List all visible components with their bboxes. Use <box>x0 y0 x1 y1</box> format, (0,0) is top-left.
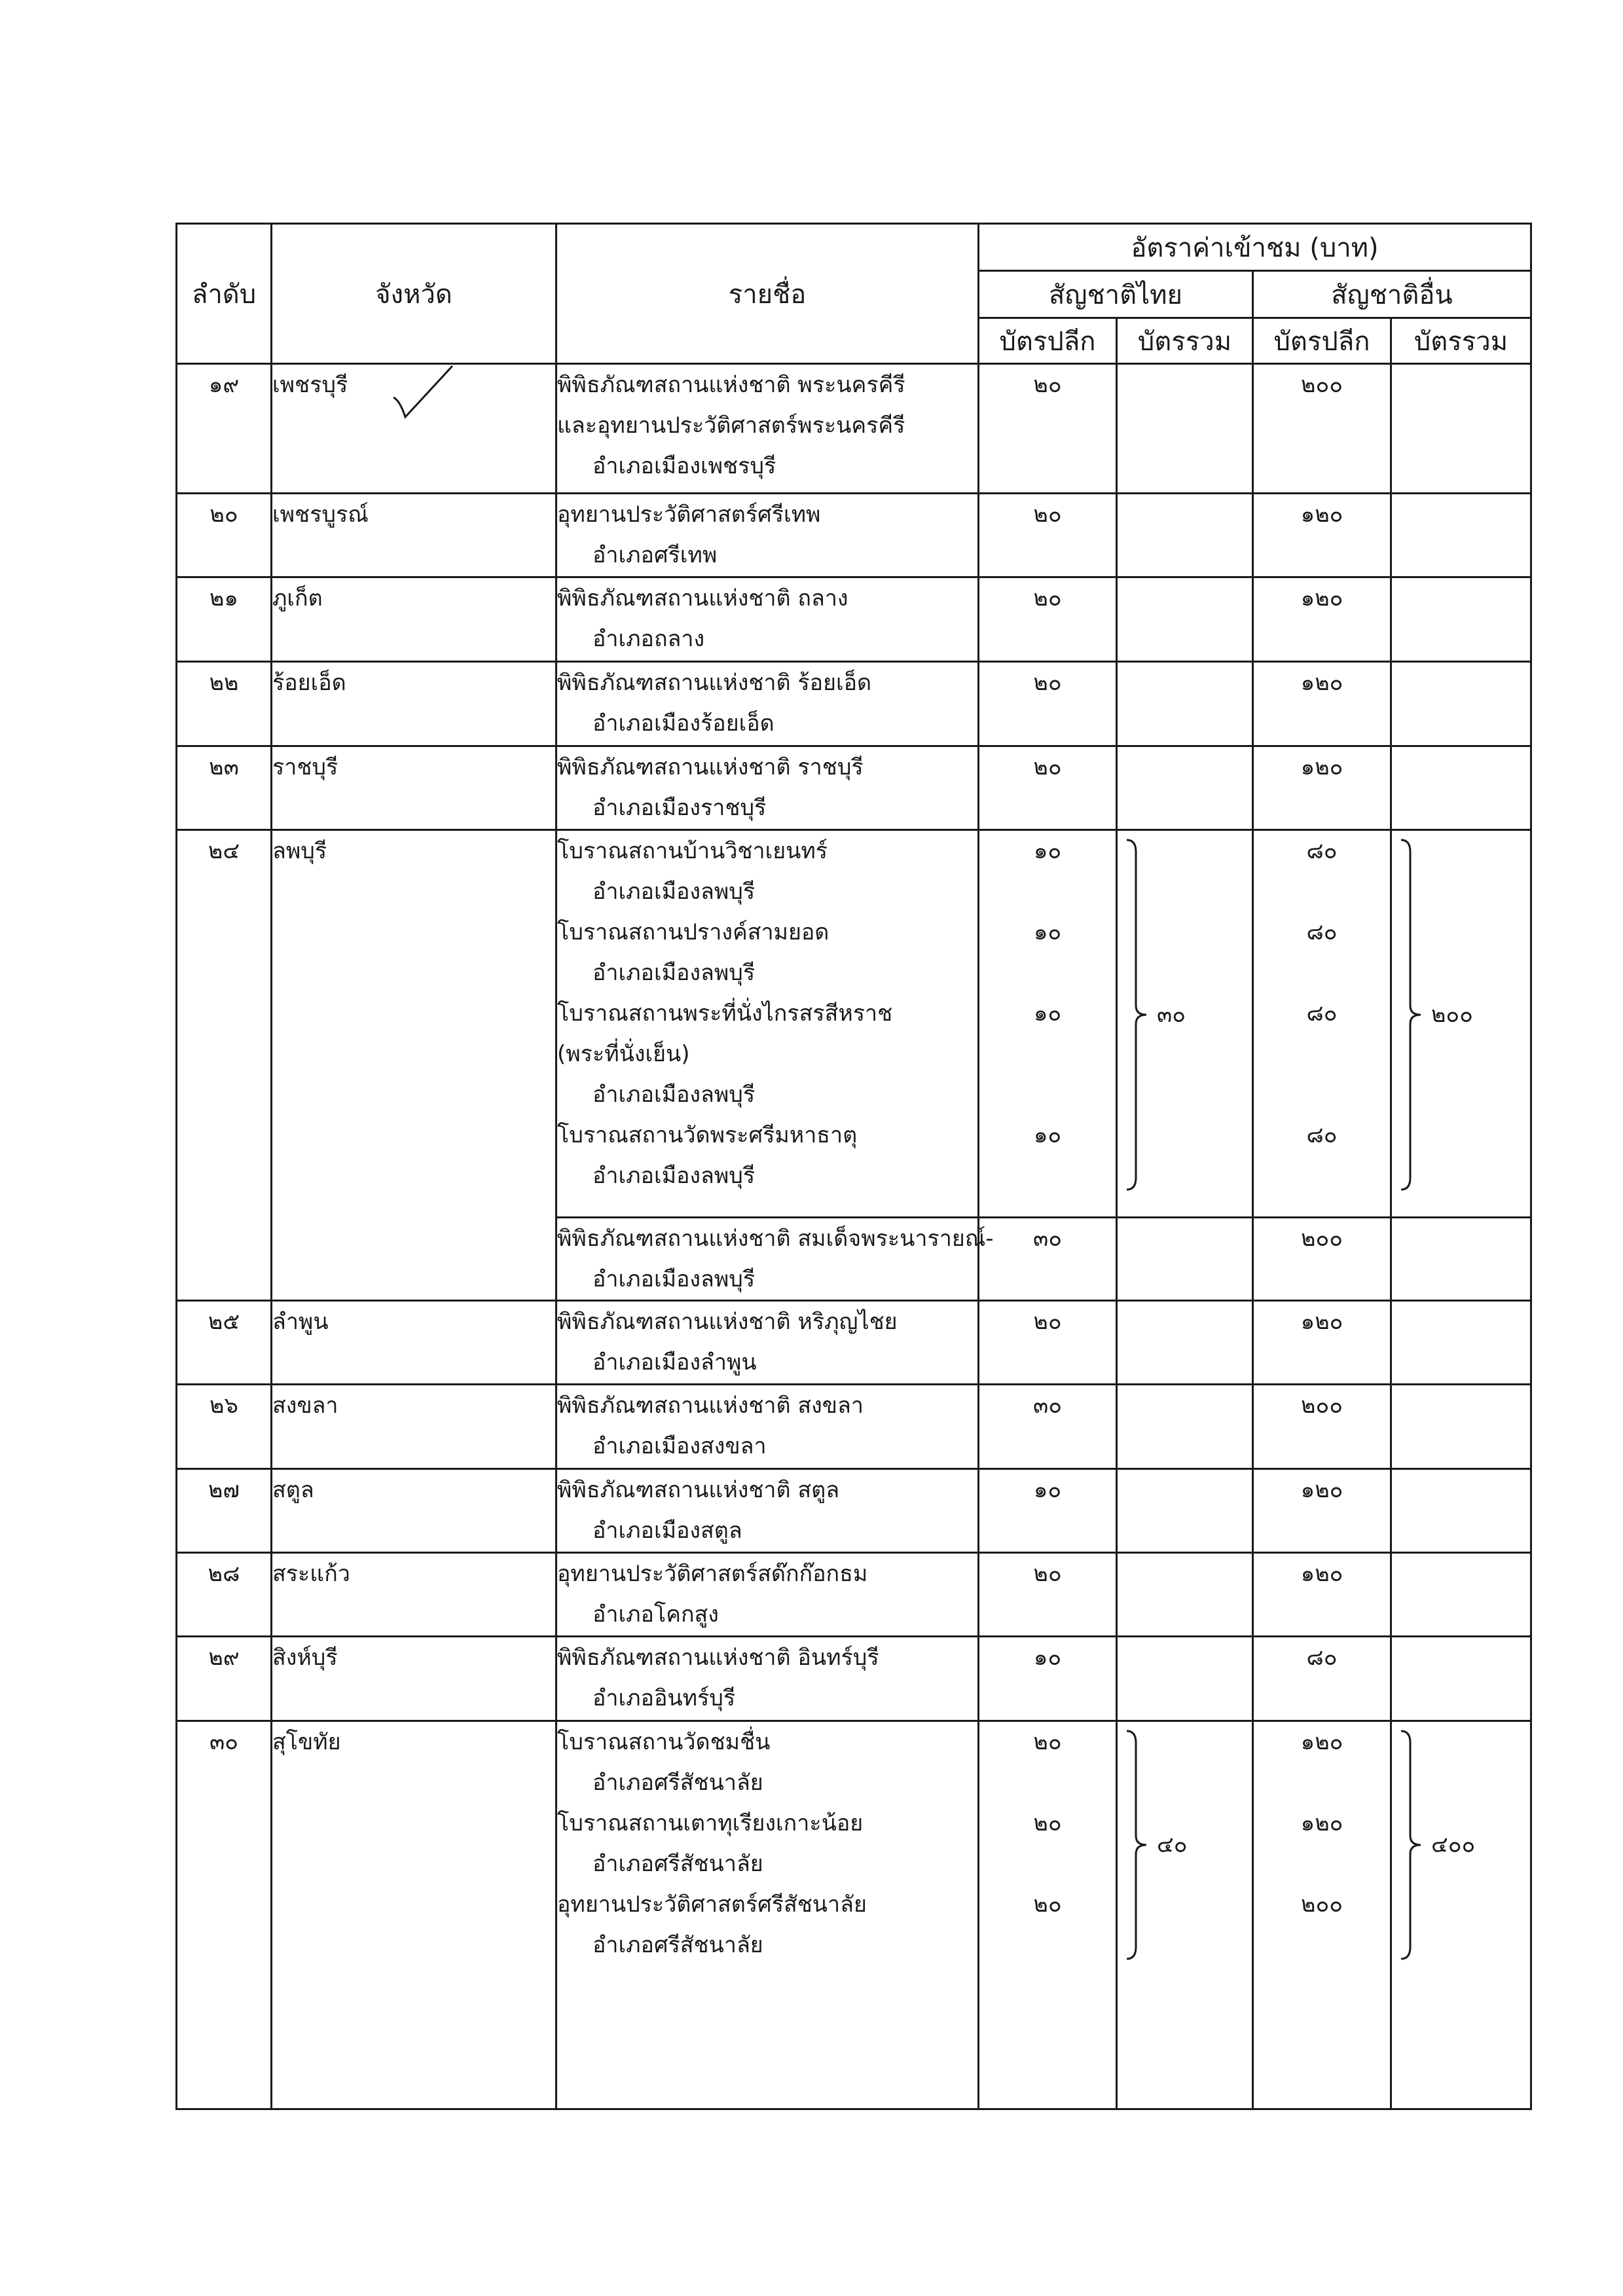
foreign-single-fee: ๒๐๐ <box>1301 1891 1343 1918</box>
thai-single-fee: ๒๐ <box>1033 372 1062 398</box>
thai-single-fee: ๒๐ <box>1033 1810 1062 1836</box>
spacer <box>979 1678 1116 1719</box>
brace-icon <box>1124 1730 1150 1960</box>
row-thai-combined <box>1117 1218 1253 1301</box>
header-province: จังหวัด <box>272 224 556 364</box>
row-site-names <box>556 494 979 577</box>
thai-single-fee: ๑๐ <box>1033 1000 1062 1027</box>
combined-fee: ๔๐๐ <box>1431 1832 1476 1858</box>
row-thai-combined <box>1117 662 1253 746</box>
row-site-names <box>556 1637 979 1721</box>
thai-single-fee: ๓๐ <box>1033 1226 1062 1252</box>
row-foreign-single <box>1253 1385 1391 1469</box>
combined-fee: ๔๐ <box>1157 1832 1188 1858</box>
header-foreign-single: บัตรปลีก <box>1253 318 1391 364</box>
row-foreign-single <box>1253 1637 1391 1721</box>
spacer <box>1254 1844 1390 1884</box>
row-foreign-combined <box>1391 1385 1531 1469</box>
spacer <box>1254 1925 1390 1965</box>
site-name-line: อำเภอเมืองลำพูน <box>593 1349 757 1376</box>
row-site-names <box>556 662 979 746</box>
row-foreign-combined <box>1391 1637 1531 1721</box>
foreign-single-fee: ๑๒๐ <box>1300 1477 1343 1503</box>
spacer <box>1254 703 1390 744</box>
row-site-names <box>556 1469 979 1553</box>
row-thai-combined <box>1117 364 1253 494</box>
row-province: เพชรบูรณ์ <box>272 494 556 577</box>
site-name-line: อำเภอศรีเทพ <box>593 542 718 568</box>
site-name-line: พิพิธภัณฑสถานแห่งชาติ ร้อยเอ็ด <box>557 670 872 696</box>
row-seq: ๒๑ <box>177 577 272 662</box>
foreign-single-fee: ๑๒๐ <box>1300 1561 1343 1587</box>
foreign-single-fee: ๘๐ <box>1306 1000 1338 1027</box>
row-seq: ๑๙ <box>177 364 272 494</box>
table-row <box>177 662 1531 746</box>
spacer <box>1254 1762 1390 1803</box>
row-foreign-combined <box>1391 830 1531 1218</box>
table-row <box>177 746 1531 830</box>
table-row <box>177 830 1531 1218</box>
table-row <box>177 494 1531 577</box>
brace-icon <box>1124 839 1150 1191</box>
row-foreign-single <box>1253 1469 1391 1553</box>
row-foreign-single <box>1253 1553 1391 1637</box>
table-row <box>177 1469 1531 1553</box>
spacer <box>1254 1034 1390 1074</box>
site-name-line: โบราณสถานพระที่นั่งไกรสรสีหราช <box>557 1000 893 1027</box>
site-name-line: โบราณสถานบ้านวิชาเยนทร์ <box>557 838 828 864</box>
header-fee-group: อัตราค่าเข้าชม (บาท) <box>979 224 1531 271</box>
thai-single-fee: ๒๐ <box>1033 1309 1062 1335</box>
row-thai-single <box>979 1218 1117 1301</box>
row-seq: ๒๐ <box>177 494 272 577</box>
spacer <box>979 953 1116 993</box>
row-site-names <box>556 1721 979 2109</box>
row-thai-combined <box>1117 494 1253 577</box>
row-site-names <box>556 746 979 830</box>
row-thai-single <box>979 494 1117 577</box>
row-province: สุโขทัย <box>272 1721 556 2109</box>
site-name-line: อำเภอเมืองเพชรบุรี <box>593 453 776 479</box>
spacer <box>979 535 1116 575</box>
foreign-single-fee: ๒๐๐ <box>1301 1226 1343 1252</box>
header-thai-combined: บัตรรวม <box>1117 318 1253 364</box>
site-name-line: (พระที่นั่งเย็น) <box>557 1041 690 1067</box>
foreign-single-fee: ๘๐ <box>1306 1122 1338 1148</box>
thai-single-fee: ๒๐ <box>1033 670 1062 696</box>
row-province: ราชบุรี <box>272 746 556 830</box>
combined-fee: ๒๐๐ <box>1431 1002 1473 1028</box>
site-name-line: อำเภอศรีสัชนาลัย <box>593 1851 763 1877</box>
row-foreign-single <box>1253 577 1391 662</box>
row-site-names <box>556 830 979 1218</box>
row-site-names <box>556 1553 979 1637</box>
site-name-line: อำเภอเมืองสตูล <box>593 1518 742 1544</box>
table-row <box>177 364 1531 494</box>
site-name-line: พิพิธภัณฑสถานแห่งชาติ สตูล <box>557 1477 840 1503</box>
row-thai-combined <box>1117 1469 1253 1553</box>
spacer <box>1254 1074 1390 1115</box>
row-thai-single <box>979 1553 1117 1637</box>
spacer <box>979 1426 1116 1467</box>
thai-single-fee: ๑๐ <box>1033 1122 1062 1148</box>
spacer <box>979 1925 1116 1965</box>
site-name-line: พิพิธภัณฑสถานแห่งชาติ พระนครคีรี <box>557 372 905 398</box>
table-row <box>177 1385 1531 1469</box>
spacer <box>1254 535 1390 575</box>
row-foreign-combined <box>1391 746 1531 830</box>
site-name-line: พิพิธภัณฑสถานแห่งชาติ สมเด็จพระนารายณ์- <box>557 1226 994 1252</box>
row-site-names <box>556 1301 979 1385</box>
site-name-line: อำเภอเมืองลพบุรี <box>593 1266 756 1292</box>
row-seq: ๓๐ <box>177 1721 272 2109</box>
row-foreign-single <box>1253 364 1391 494</box>
site-name-line: อำเภอถลาง <box>593 626 705 652</box>
row-foreign-single <box>1253 746 1391 830</box>
brace-icon <box>1398 839 1425 1191</box>
spacer <box>1254 446 1390 486</box>
row-province: ภูเก็ต <box>272 577 556 662</box>
thai-single-fee: ๒๐ <box>1033 1891 1062 1918</box>
foreign-single-fee: ๒๐๐ <box>1301 1393 1343 1419</box>
site-name-line: พิพิธภัณฑสถานแห่งชาติ สงขลา <box>557 1393 864 1419</box>
table-row <box>177 1721 1531 2109</box>
header-seq: ลำดับ <box>177 224 272 364</box>
row-thai-combined <box>1117 1721 1253 2109</box>
row-thai-single <box>979 364 1117 494</box>
check-mark-icon <box>387 365 459 424</box>
row-thai-combined <box>1117 577 1253 662</box>
row-province: สตูล <box>272 1469 556 1553</box>
foreign-single-fee: ๑๒๐ <box>1300 1309 1343 1335</box>
foreign-single-fee: ๑๒๐ <box>1300 670 1343 696</box>
site-name-line: อำเภอเมืองลพบุรี <box>593 879 756 905</box>
row-province: ลพบุรี <box>272 830 556 1301</box>
header-thai: สัญชาติไทย <box>979 271 1253 318</box>
spacer <box>979 788 1116 828</box>
thai-single-fee: ๑๐ <box>1033 1645 1062 1671</box>
row-thai-combined <box>1117 1301 1253 1385</box>
row-province: สระแก้ว <box>272 1553 556 1637</box>
row-thai-combined <box>1117 1385 1253 1469</box>
spacer <box>979 1594 1116 1635</box>
thai-single-fee: ๑๐ <box>1033 919 1062 945</box>
site-name-line: อุทยานประวัติศาสตร์สด๊กก๊อกธม <box>557 1561 868 1587</box>
combined-fee: ๓๐ <box>1157 1002 1186 1028</box>
brace-icon <box>1398 1730 1425 1960</box>
row-foreign-combined <box>1391 1469 1531 1553</box>
site-name-line: โบราณสถานปรางค์สามยอด <box>557 919 830 945</box>
table-row <box>177 1553 1531 1637</box>
thai-single-fee: ๒๐ <box>1033 585 1062 611</box>
site-name-line: อำเภอเมืองสงขลา <box>593 1433 767 1459</box>
site-name-line: พิพิธภัณฑสถานแห่งชาติ หริภุญไชย <box>557 1309 898 1335</box>
row-foreign-combined <box>1391 1218 1531 1301</box>
thai-single-fee: ๒๐ <box>1033 501 1062 528</box>
thai-single-fee: ๒๐ <box>1033 1729 1062 1755</box>
site-name-line: อำเภอเมืองลพบุรี <box>593 1163 756 1189</box>
table-body <box>177 364 1531 2109</box>
admission-fee-table <box>175 223 1532 2110</box>
spacer <box>1254 405 1390 446</box>
site-name-line: อำเภอเมืองลพบุรี <box>593 960 756 986</box>
row-foreign-combined <box>1391 662 1531 746</box>
foreign-single-fee: ๘๐ <box>1306 1645 1338 1671</box>
spacer <box>1254 788 1390 828</box>
row-thai-combined <box>1117 1553 1253 1637</box>
site-name-line: อำเภอเมืองราชบุรี <box>593 795 767 821</box>
row-foreign-combined <box>1391 1553 1531 1637</box>
header-foreign-combined: บัตรรวม <box>1391 318 1531 364</box>
site-name-line: อำเภออินทร์บุรี <box>593 1685 736 1711</box>
row-foreign-combined <box>1391 1301 1531 1385</box>
row-thai-single <box>979 1721 1117 2109</box>
spacer <box>1254 953 1390 993</box>
site-name-line: พิพิธภัณฑสถานแห่งชาติ อินทร์บุรี <box>557 1645 879 1671</box>
row-seq: ๒๙ <box>177 1637 272 1721</box>
row-thai-combined <box>1117 1637 1253 1721</box>
row-site-names <box>556 1385 979 1469</box>
row-foreign-combined <box>1391 494 1531 577</box>
spacer <box>1254 619 1390 659</box>
site-name-line: โบราณสถานวัดชมชื่น <box>557 1729 771 1755</box>
header-name: รายชื่อ <box>556 224 979 364</box>
thai-single-fee: ๒๐ <box>1033 1561 1062 1587</box>
spacer <box>1254 1426 1390 1467</box>
foreign-single-fee: ๑๒๐ <box>1300 585 1343 611</box>
foreign-single-fee: ๒๐๐ <box>1301 372 1343 398</box>
row-foreign-single <box>1253 662 1391 746</box>
row-foreign-combined <box>1391 577 1531 662</box>
row-province: สงขลา <box>272 1385 556 1469</box>
foreign-single-fee: ๘๐ <box>1306 919 1338 945</box>
site-name-line: พิพิธภัณฑสถานแห่งชาติ ราชบุรี <box>557 754 864 780</box>
spacer <box>1254 1156 1390 1196</box>
spacer <box>979 1156 1116 1196</box>
site-name-line: อำเภอศรีสัชนาลัย <box>593 1770 763 1796</box>
site-name-line: อุทยานประวัติศาสตร์ศรีเทพ <box>557 501 821 528</box>
foreign-single-fee: ๑๒๐ <box>1300 754 1343 780</box>
table-row <box>177 577 1531 662</box>
foreign-single-fee: ๑๒๐ <box>1300 1810 1343 1836</box>
site-name-line: และอุทยานประวัติศาสตร์พระนครคีรี <box>557 412 905 439</box>
spacer <box>979 1074 1116 1115</box>
foreign-single-fee: ๑๒๐ <box>1300 501 1343 528</box>
row-foreign-single <box>1253 1218 1391 1301</box>
thai-single-fee: ๑๐ <box>1033 838 1062 864</box>
row-foreign-single <box>1253 830 1391 1218</box>
row-seq: ๒๕ <box>177 1301 272 1385</box>
foreign-single-fee: ๘๐ <box>1306 838 1338 864</box>
spacer <box>979 1844 1116 1884</box>
site-name-line: อำเภอเมืองร้อยเอ็ด <box>593 710 775 737</box>
row-province: เพชรบุรี <box>272 364 556 494</box>
row-thai-single <box>979 1301 1117 1385</box>
row-thai-single <box>979 1385 1117 1469</box>
row-site-names <box>556 364 979 494</box>
spacer <box>979 1762 1116 1803</box>
row-province: ร้อยเอ็ด <box>272 662 556 746</box>
row-foreign-combined <box>1391 1721 1531 2109</box>
table-row <box>177 1637 1531 1721</box>
spacer <box>979 619 1116 659</box>
row-thai-combined <box>1117 830 1253 1218</box>
spacer <box>979 1510 1116 1551</box>
spacer <box>979 1034 1116 1074</box>
header-foreign: สัญชาติอื่น <box>1253 271 1531 318</box>
row-thai-single <box>979 1637 1117 1721</box>
row-foreign-single <box>1253 494 1391 577</box>
spacer <box>1254 1594 1390 1635</box>
row-thai-single <box>979 577 1117 662</box>
row-site-names <box>556 1218 994 1301</box>
thai-single-fee: ๒๐ <box>1033 754 1062 780</box>
thai-single-fee: ๑๐ <box>1033 1477 1062 1503</box>
spacer <box>979 703 1116 744</box>
spacer <box>1254 1510 1390 1551</box>
row-thai-single <box>979 830 1117 1218</box>
row-site-names <box>556 577 979 662</box>
row-foreign-combined <box>1391 364 1531 494</box>
spacer <box>1254 1342 1390 1383</box>
row-province: สิงห์บุรี <box>272 1637 556 1721</box>
row-seq: ๒๗ <box>177 1469 272 1553</box>
spacer <box>979 405 1116 446</box>
row-thai-single <box>979 662 1117 746</box>
spacer <box>979 446 1116 486</box>
site-name-line: อำเภอศรีสัชนาลัย <box>593 1932 763 1958</box>
row-seq: ๒๒ <box>177 662 272 746</box>
row-thai-single <box>979 1469 1117 1553</box>
row-thai-combined <box>1117 746 1253 830</box>
spacer <box>979 1342 1116 1383</box>
row-seq: ๒๖ <box>177 1385 272 1469</box>
spacer <box>1254 871 1390 912</box>
spacer <box>979 871 1116 912</box>
site-name-line: อำเภอโคกสูง <box>593 1601 719 1628</box>
site-name-line: โบราณสถานเตาทุเรียงเกาะน้อย <box>557 1810 864 1836</box>
header-thai-single: บัตรปลีก <box>979 318 1117 364</box>
table-row <box>177 1301 1531 1385</box>
row-province: ลำพูน <box>272 1301 556 1385</box>
row-seq: ๒๔ <box>177 830 272 1301</box>
site-name-line: อุทยานประวัติศาสตร์ศรีสัชนาลัย <box>557 1891 867 1918</box>
site-name-line: พิพิธภัณฑสถานแห่งชาติ ถลาง <box>557 585 848 611</box>
site-name-line: โบราณสถานวัดพระศรีมหาธาตุ <box>557 1122 858 1148</box>
row-seq: ๒๓ <box>177 746 272 830</box>
spacer <box>1254 1678 1390 1719</box>
row-thai-single <box>979 746 1117 830</box>
row-foreign-single <box>1253 1721 1391 2109</box>
row-foreign-single <box>1253 1301 1391 1385</box>
thai-single-fee: ๓๐ <box>1033 1393 1062 1419</box>
row-seq: ๒๘ <box>177 1553 272 1637</box>
site-name-line: อำเภอเมืองลพบุรี <box>593 1082 756 1108</box>
foreign-single-fee: ๑๒๐ <box>1300 1729 1343 1755</box>
